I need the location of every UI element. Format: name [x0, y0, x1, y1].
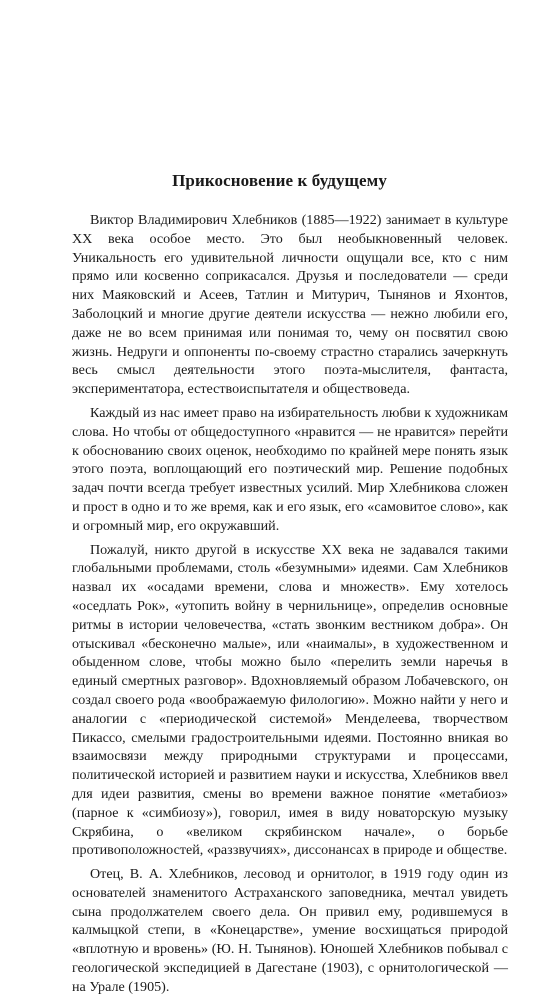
paragraph: Отец, В. А. Хлебников, лесовод и орнитолог, в 1919 году один из основателей знаменитого Астраханского заповедника, мечтал увидеть сына продолжателем своего дела. Он привил ему, родившемуся в калмыцкой степи, в «Конецарстве», умение восхищаться природой «вплотную и вровень» (Ю. Н. Тынянов). Юношей Хлебников побывал с геологической экспедицией в Дагестане (1903), с орнитологической — на Урале (1905). — [72, 866, 508, 995]
article-body — [72, 211, 508, 997]
paragraph: Виктор Владимирович Хлебников (1885—1922) занимает в культуре XX века особое место. Это был необыкновенный человек. Уникальность его удивительной личности ощущали все, кто с ним прямо или косвенно соприкасался. Друзья и последователи — среди них Маяковский и Асеев, Татлин и Митурич, Тынянов и Яхонтов, Заболоцкий и многие другие деятели искусства — нежно любили его, даже не во всем принимая или понимая то, чему он посвятил свою жизнь. Недруги и оппоненты по-своему страстно старались зачеркнуть весь смысл деятельности этого поэта-мыслителя, фантаста, экспериментатора, естествоиспытателя и обществоведа. — [72, 212, 508, 398]
paragraph: Каждый из нас имеет право на избирательность любви к художникам слова. Но чтобы от общедоступного «нравится — не нравится» перейти к обоснованию своих оценок, необходимо по крайней мере понять язык этого поэта, воплощающий его поэтический мир. Решение подобных задач почти всегда требует известных усилий. Мир Хлебникова сложен и прост в одно и то же время, как и его язык, его «самовитое слово», как и огромный мир, его окружавший. — [72, 404, 508, 534]
paragraph: Пожалуй, никто другой в искусстве XX века не задавался такими глобальными проблемами, столь «безумными» идеями. Сам Хлебников назвал их «осадами времени, слова и множеств». Ему хотелось «оседлать Рок», «утопить войну в чернильнице», определив основные ритмы в истории человечества, «стать звонким вестником добра». Он отыскивал «бесконечно малые», или «наималы», в художественном и обыденном слове, чтобы можно было «перелить земли наречья в единый смертных разговор». Вдохновляемый образом Лобачевского, он создал своего рода «воображаемую филологию». Можно найти у него и аналогии с «периодической системой» Менделеева, творчеством Пикассо, смелыми градостроительными идеями. Постоянно вникая во взаимосвязи между природными структурами и процессами, политической историей и развитием науки и искусства, Хлебников ввел для идеи развития, смены во времени важное понятие «метабиоз» (парное к «симбиозу»), говорил, имея в виду новаторскую музыку Скрябина, о «великом скрябинском начале», о борьбе противоположностей, «раззвучиях», диссонансах в природе и обществе. — [72, 541, 508, 859]
page-title: Прикосновение к будущему — [172, 171, 387, 190]
